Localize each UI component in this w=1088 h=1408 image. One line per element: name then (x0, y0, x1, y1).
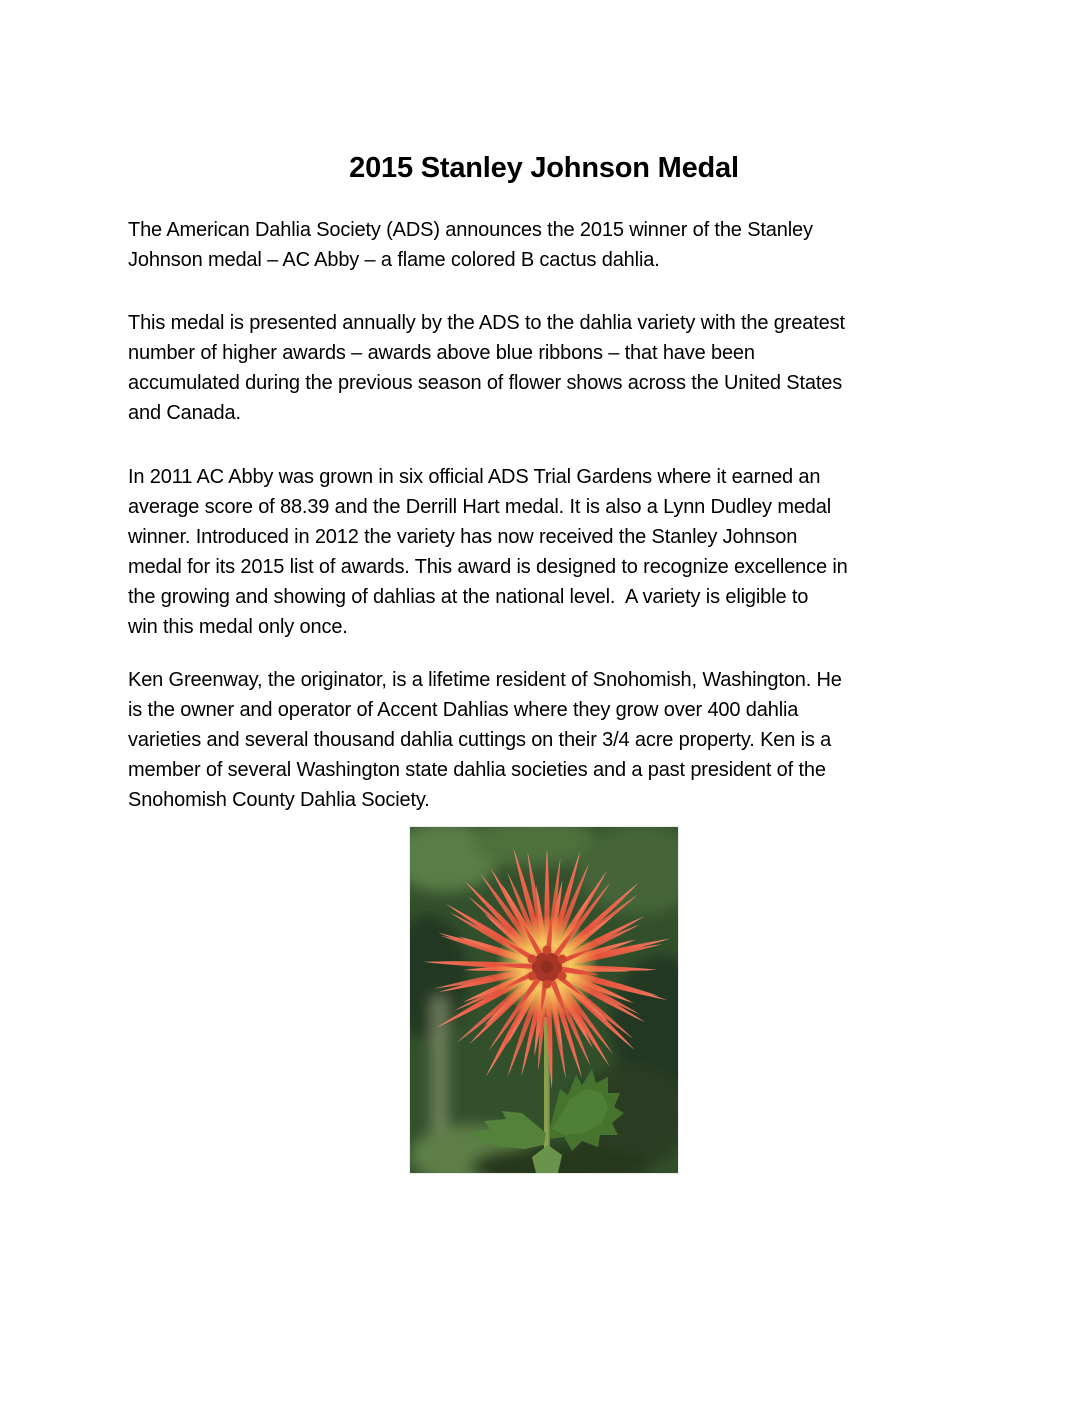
text-line: average score of 88.39 and the Derrill Hart medal. It is also a Lynn Dudley medal (128, 496, 832, 518)
text-line: is the owner and operator of Accent Dahlias where they grow over 400 dahlia (128, 699, 799, 721)
dahlia-photo-graphic (410, 827, 678, 1173)
paragraph-medal-description (128, 308, 974, 428)
text-line: the growing and showing of dahlias at the national level. A variety is eligible to (128, 586, 809, 608)
page-title: 2015 Stanley Johnson Medal (349, 152, 739, 185)
text-line: This medal is presented annually by the ADS to the dahlia variety with the greatest (128, 312, 845, 334)
paragraph-originator (128, 665, 974, 815)
text-line: win this medal only once. (128, 616, 348, 638)
paragraph-intro (128, 215, 974, 275)
text-line: Snohomish County Dahlia Society. (128, 789, 430, 811)
text-line: winner. Introduced in 2012 the variety has now received the Stanley Johnson (128, 526, 798, 548)
text-line: and Canada. (128, 402, 241, 424)
text-line: Ken Greenway, the originator, is a lifetime resident of Snohomish, Washington. He (128, 669, 842, 691)
paragraph-history (128, 462, 974, 642)
text-line: medal for its 2015 list of awards. This award is designed to recognize excellence in (128, 556, 848, 578)
text-line: varieties and several thousand dahlia cuttings on their 3/4 acre property. Ken is a (128, 729, 832, 751)
text-line: In 2011 AC Abby was grown in six official ADS Trial Gardens where it earned an (128, 466, 821, 488)
text-line: accumulated during the previous season of flower shows across the United States (128, 372, 843, 394)
text-line: Johnson medal – AC Abby – a flame colored B cactus dahlia. (128, 249, 660, 271)
dahlia-photo (410, 827, 678, 1173)
text-line: number of higher awards – awards above blue ribbons – that have been (128, 342, 755, 364)
text-line: The American Dahlia Society (ADS) announces the 2015 winner of the Stanley (128, 219, 813, 241)
text-line: member of several Washington state dahlia societies and a past president of the (128, 759, 826, 781)
